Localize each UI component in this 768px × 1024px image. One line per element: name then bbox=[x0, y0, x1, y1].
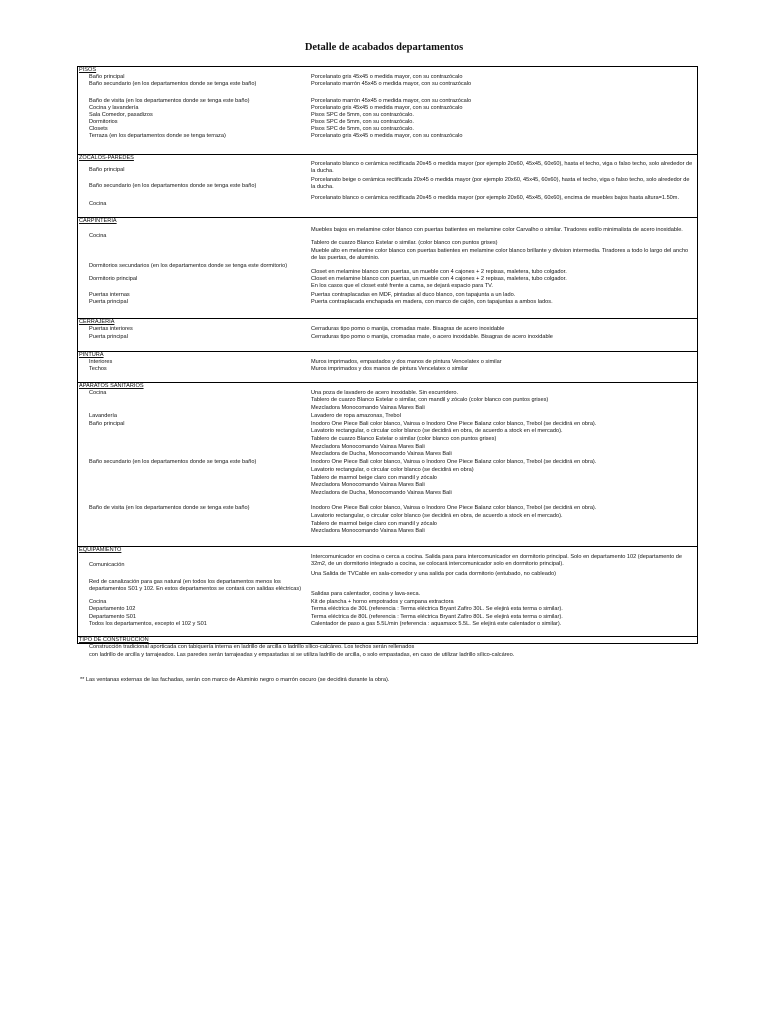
row-value: Tablero de cuarzo Blanco Estelar o similar. (color blanco con puntos grises) bbox=[311, 240, 498, 246]
row-label: Cocina bbox=[89, 599, 107, 605]
document-title: Detalle de acabados departamentos bbox=[304, 42, 464, 53]
row-label: Todos los departamentos, excepto el 102 y S01 bbox=[89, 621, 207, 627]
row-value: Pisos SPC de 5mm, con su contrazócalo. bbox=[311, 112, 414, 118]
row-value: Calentador de paso a gas 5.5L/min (referencia : aquamaxx 5.5L. Se elejirá este calentador o similar). bbox=[311, 621, 562, 627]
row-label: Baño de visita (en los departamentos donde se tenga este baño) bbox=[89, 505, 250, 511]
row-value: Mezcladora Monocomando Vainsa Mares Bali bbox=[311, 405, 425, 411]
row-label: Lavandería bbox=[89, 413, 117, 419]
row-label: Terraza (en los departamentos donde se tenga terraza) bbox=[89, 133, 226, 139]
row-value: Porcelanato gris 45x45 o medida mayor, con su contrazócalo bbox=[311, 74, 463, 80]
row-label: Cocina bbox=[89, 201, 107, 207]
row-value: Mezcladora Monocomando Vainsa Mares Bali bbox=[311, 528, 425, 534]
row-value: Inodoro One Piece Bali color blanco, Vainsa o Inodoro One Piece Balanz color blanco, Trebol (se decidirá en obra). bbox=[311, 459, 597, 465]
row-label: Comunicación bbox=[89, 562, 125, 568]
row-label: Puerta principal bbox=[89, 299, 128, 305]
row-label: Puerta principal bbox=[89, 334, 128, 340]
row-value: Porcelanato blanco o cerámica rectificada 20x45 o medida mayor (por ejemplo 20x60, 45x45, 60x60), hasta el techo, viga o falso techo, solo alrededor de la ducha. bbox=[311, 161, 693, 174]
section-header: PINTURA bbox=[79, 352, 104, 358]
section-aparatos-sanitarios bbox=[78, 382, 697, 547]
section-pisos bbox=[78, 67, 697, 154]
row-value: Porcelanato gris 45x45 o medida mayor, con su contrazócalo bbox=[311, 105, 463, 111]
section-pintura bbox=[78, 351, 697, 383]
row-label: Closets bbox=[89, 126, 108, 132]
row-value: Porcelanato gris 45x45 o medida mayor, con su contrazócalo bbox=[311, 133, 463, 139]
row-value: Pisos SPC de 5mm, con su contrazócalo. bbox=[311, 119, 414, 125]
row-value: Terma eléctrica de 30L (referencia : Terma eléctrica Bryant Zafiro 30L. Se elejirá esta terma o similar). bbox=[311, 606, 563, 612]
row-label: Dormitorios secundarios (en los departamentos donde se tenga este dormitorio) bbox=[89, 263, 288, 269]
row-value: Puerta contraplacada enchapada en madera, con marco de cajón, con tapajuntas a ambos lados. bbox=[311, 299, 553, 305]
row-value: Tablero de cuarzo Blanco Estelar o similar (color blanco con puntos grises) bbox=[311, 436, 497, 442]
row-value: Muebles bajos en melamine color blanco con puertas batientes en melamine color Carvalho o similar. Tiradores estilo minimalista de acero inoxidable. bbox=[311, 227, 683, 233]
row-label: Red de canalización para gas natural (en todos los departamentos menos los departamentos S01 y 102. En estos departamentos se contará con salidas eléctricas) bbox=[89, 579, 302, 592]
row-value: Mueble alto en melamine color blanco con puertas batientes en melamine color blanco brillante y division intermedia. Tiradores a todo lo largo del ancho de las puertas, de aluminio. bbox=[311, 248, 689, 261]
row-value: Mezcladora Monocomando Vainsa Mares Bali bbox=[311, 482, 425, 488]
row-label: Dormitorio principal bbox=[89, 276, 138, 282]
section-cerrajeria bbox=[78, 318, 697, 352]
section-header: CERRAJERÍA bbox=[79, 319, 115, 325]
row-value: Kit de plancha + horno empotrados y campana extractora bbox=[311, 599, 454, 605]
row-value: Lavatorio rectangular, o circular color blanco (se decidirá en obra, de acuerdo a stock en el mercado). bbox=[311, 428, 563, 434]
row-value: Mezcladora de Ducha, Monocomando Vainsa Mares Bali bbox=[311, 451, 452, 457]
row-label: Baño secundario (en los departamentos donde se tenga este baño) bbox=[89, 183, 257, 189]
section-header: APARATOS SANITARIOS bbox=[79, 383, 144, 389]
row-label: Sala Comedor, pasadizos bbox=[89, 112, 153, 118]
row-value: Muros imprimados y dos manos de pintura Vencelatex o similar bbox=[311, 366, 469, 372]
row-value: Cerraduras tipo pomo o manija, cromadas mate, o acero inoxidable. Bisagras de acero inoxidable bbox=[311, 334, 553, 340]
row-value: Salidas para calentador, cocina y lava-seca. bbox=[311, 591, 421, 597]
row-label: Baño principal bbox=[89, 421, 125, 427]
row-value: Tablero de cuarzo Blanco Estelar o similar, con mandil y zócalo (color blanco con puntos grises) bbox=[311, 397, 549, 403]
row-label: Cocina y lavandería bbox=[89, 105, 139, 111]
row-label: Interiores bbox=[89, 359, 113, 365]
section-header: ZÓCALOS-PAREDES bbox=[79, 155, 134, 161]
row-label: Baño de visita (en los departamentos donde se tenga este baño) bbox=[89, 98, 250, 104]
row-value: Lavadero de ropa amazonas, Trebol bbox=[311, 413, 401, 419]
row-value: Closet en melamine blanco con puertas, un mueble con 4 cajones + 2 repisas, maletera, tubo colgador. bbox=[311, 276, 567, 282]
row-value: Pisos SPC de 5mm, con su contrazócalo. bbox=[311, 126, 414, 132]
row-value: Porcelanato marrón 45x45 o medida mayor, con su contrazócalo bbox=[311, 98, 472, 104]
row-label: Cocina bbox=[89, 233, 107, 239]
row-label: Dormitorios bbox=[89, 119, 118, 125]
row-value: Lavatorio rectangular, o circular color blanco (se decidirá en obra) bbox=[311, 467, 474, 473]
row-label: Puertas interiores bbox=[89, 326, 133, 332]
construction-text-line: Construcción tradicional aporticada con tabiquería interna en ladrillo de arcilla o ladrillo sílico-calcáreo. Los techos serán rellenados bbox=[89, 644, 415, 650]
row-value: Puertas contraplacadas en MDF, pintadas al duco blanco, con tapajunta a un lado. bbox=[311, 292, 516, 298]
row-value: Una Salida de TVCable en sala-comedor y una salida por cada dormitorio (entubado, no cableado) bbox=[311, 571, 556, 577]
row-label: Departamento S01 bbox=[89, 614, 136, 620]
row-label: Baño secundario (en los departamentos donde se tenga este baño) bbox=[89, 459, 257, 465]
row-value: Tablero de marmol beige claro con mandil y zócalo bbox=[311, 521, 437, 527]
row-value: Porcelanato marrón 45x45 o medida mayor, con su contrazócalo bbox=[311, 81, 472, 87]
row-value: Tablero de marmol beige claro con mandil y zócalo bbox=[311, 475, 437, 481]
section-header: CARPINTERÍA bbox=[79, 218, 117, 224]
section-header: TIPO DE CONSTRUCCIÓN bbox=[79, 637, 149, 643]
row-value: Porcelanato blanco o cerámica rectificada 20x45 o medida mayor (por ejemplo 20x60, 45x45, 60x60), encima de muebles bajos hasta altura=1.50m. bbox=[311, 195, 679, 201]
row-label: Puertas internas bbox=[89, 292, 130, 298]
row-value: Muros imprimados, empastados y dos manos de pintura Vencelatex o similar bbox=[311, 359, 502, 365]
row-value: Intercomunicador en cocina o cerca a cocina. Salida para para intercomunicador en dormitorio principal. Solo en departamento 102 (departamento de 32m2, de un dormitorio integrado a cocina, se colocará intercomunicador solo en dormitorio principal). bbox=[311, 554, 682, 567]
footnote: ** Las ventanas externas de las fachadas, serán con marco de Aluminio negro o marrón oscuro (se decidirá durante la obra). bbox=[80, 677, 390, 683]
section-equipamiento bbox=[78, 546, 697, 637]
row-value: Mezcladora de Ducha, Monocomando Vainsa Mares Bali bbox=[311, 490, 452, 496]
row-value: Una poza de lavadero de acero inoxidable. Sin escurridero. bbox=[311, 390, 459, 396]
row-value: Inodoro One Piece Bali color blanco, Vainsa o Inodoro One Piece Balanz color blanco, Trebol (se decidirá en obra). bbox=[311, 421, 597, 427]
finishes-table bbox=[77, 66, 698, 658]
row-value: Cerraduras tipo pomo o manija, cromadas mate. Bisagras de acero inoxidable bbox=[311, 326, 505, 332]
row-label: Cocina bbox=[89, 390, 107, 396]
row-value: Lavatorio rectangular, o circular color blanco (se decidirá en obra, de acuerdo a stock en el mercado). bbox=[311, 513, 563, 519]
row-value: Terma eléctrica de 80L (referencia : Terma eléctrica Bryant Zafiro 80L. Se elejirá esta terma o similar). bbox=[311, 614, 563, 620]
row-label: Baño secundario (en los departamentos donde se tenga este baño) bbox=[89, 81, 257, 87]
row-value: Mezcladora Monocomando Vainsa Mares Bali bbox=[311, 444, 425, 450]
row-label: Baño principal bbox=[89, 167, 125, 173]
section-zocalos-paredes bbox=[78, 154, 697, 218]
row-value: Inodoro One Piece Bali color blanco, Vainsa o Inodoro One Piece Balanz color blanco, Trebol (se decidirá en obra). bbox=[311, 505, 597, 511]
row-value: Porcelanato beige o cerámica rectificada 20x45 o medida mayor (por ejemplo 20x60, 45x45, 60x60), hasta el techo, viga o falso techo, solo alrededor de la ducha. bbox=[311, 177, 690, 190]
row-label: Techos bbox=[89, 366, 107, 372]
section-tipo-de-construccion bbox=[78, 636, 697, 658]
section-header: PISOS bbox=[79, 67, 97, 73]
section-header: EQUIPAMIENTO bbox=[79, 547, 122, 553]
row-value: En los casos que el closet esté frente a cama, se dejará espacio para TV. bbox=[311, 283, 493, 289]
row-label: Departamento 102 bbox=[89, 606, 136, 612]
section-carpinteria bbox=[78, 217, 697, 319]
row-value: Closet en melamine blanco con puertas, un mueble con 4 cajones + 2 repisas, maletera, tubo colgador. bbox=[311, 269, 567, 275]
row-label: Baño principal bbox=[89, 74, 125, 80]
construction-text-line: con ladrillo de arcilla y tarrajeados. Las paredes serán tarrajeadas y empastadas si se utiliza ladrillo de arcilla, o solo empastadas, en caso de utilizar ladrillo sílico-calcáreo. bbox=[89, 652, 515, 658]
